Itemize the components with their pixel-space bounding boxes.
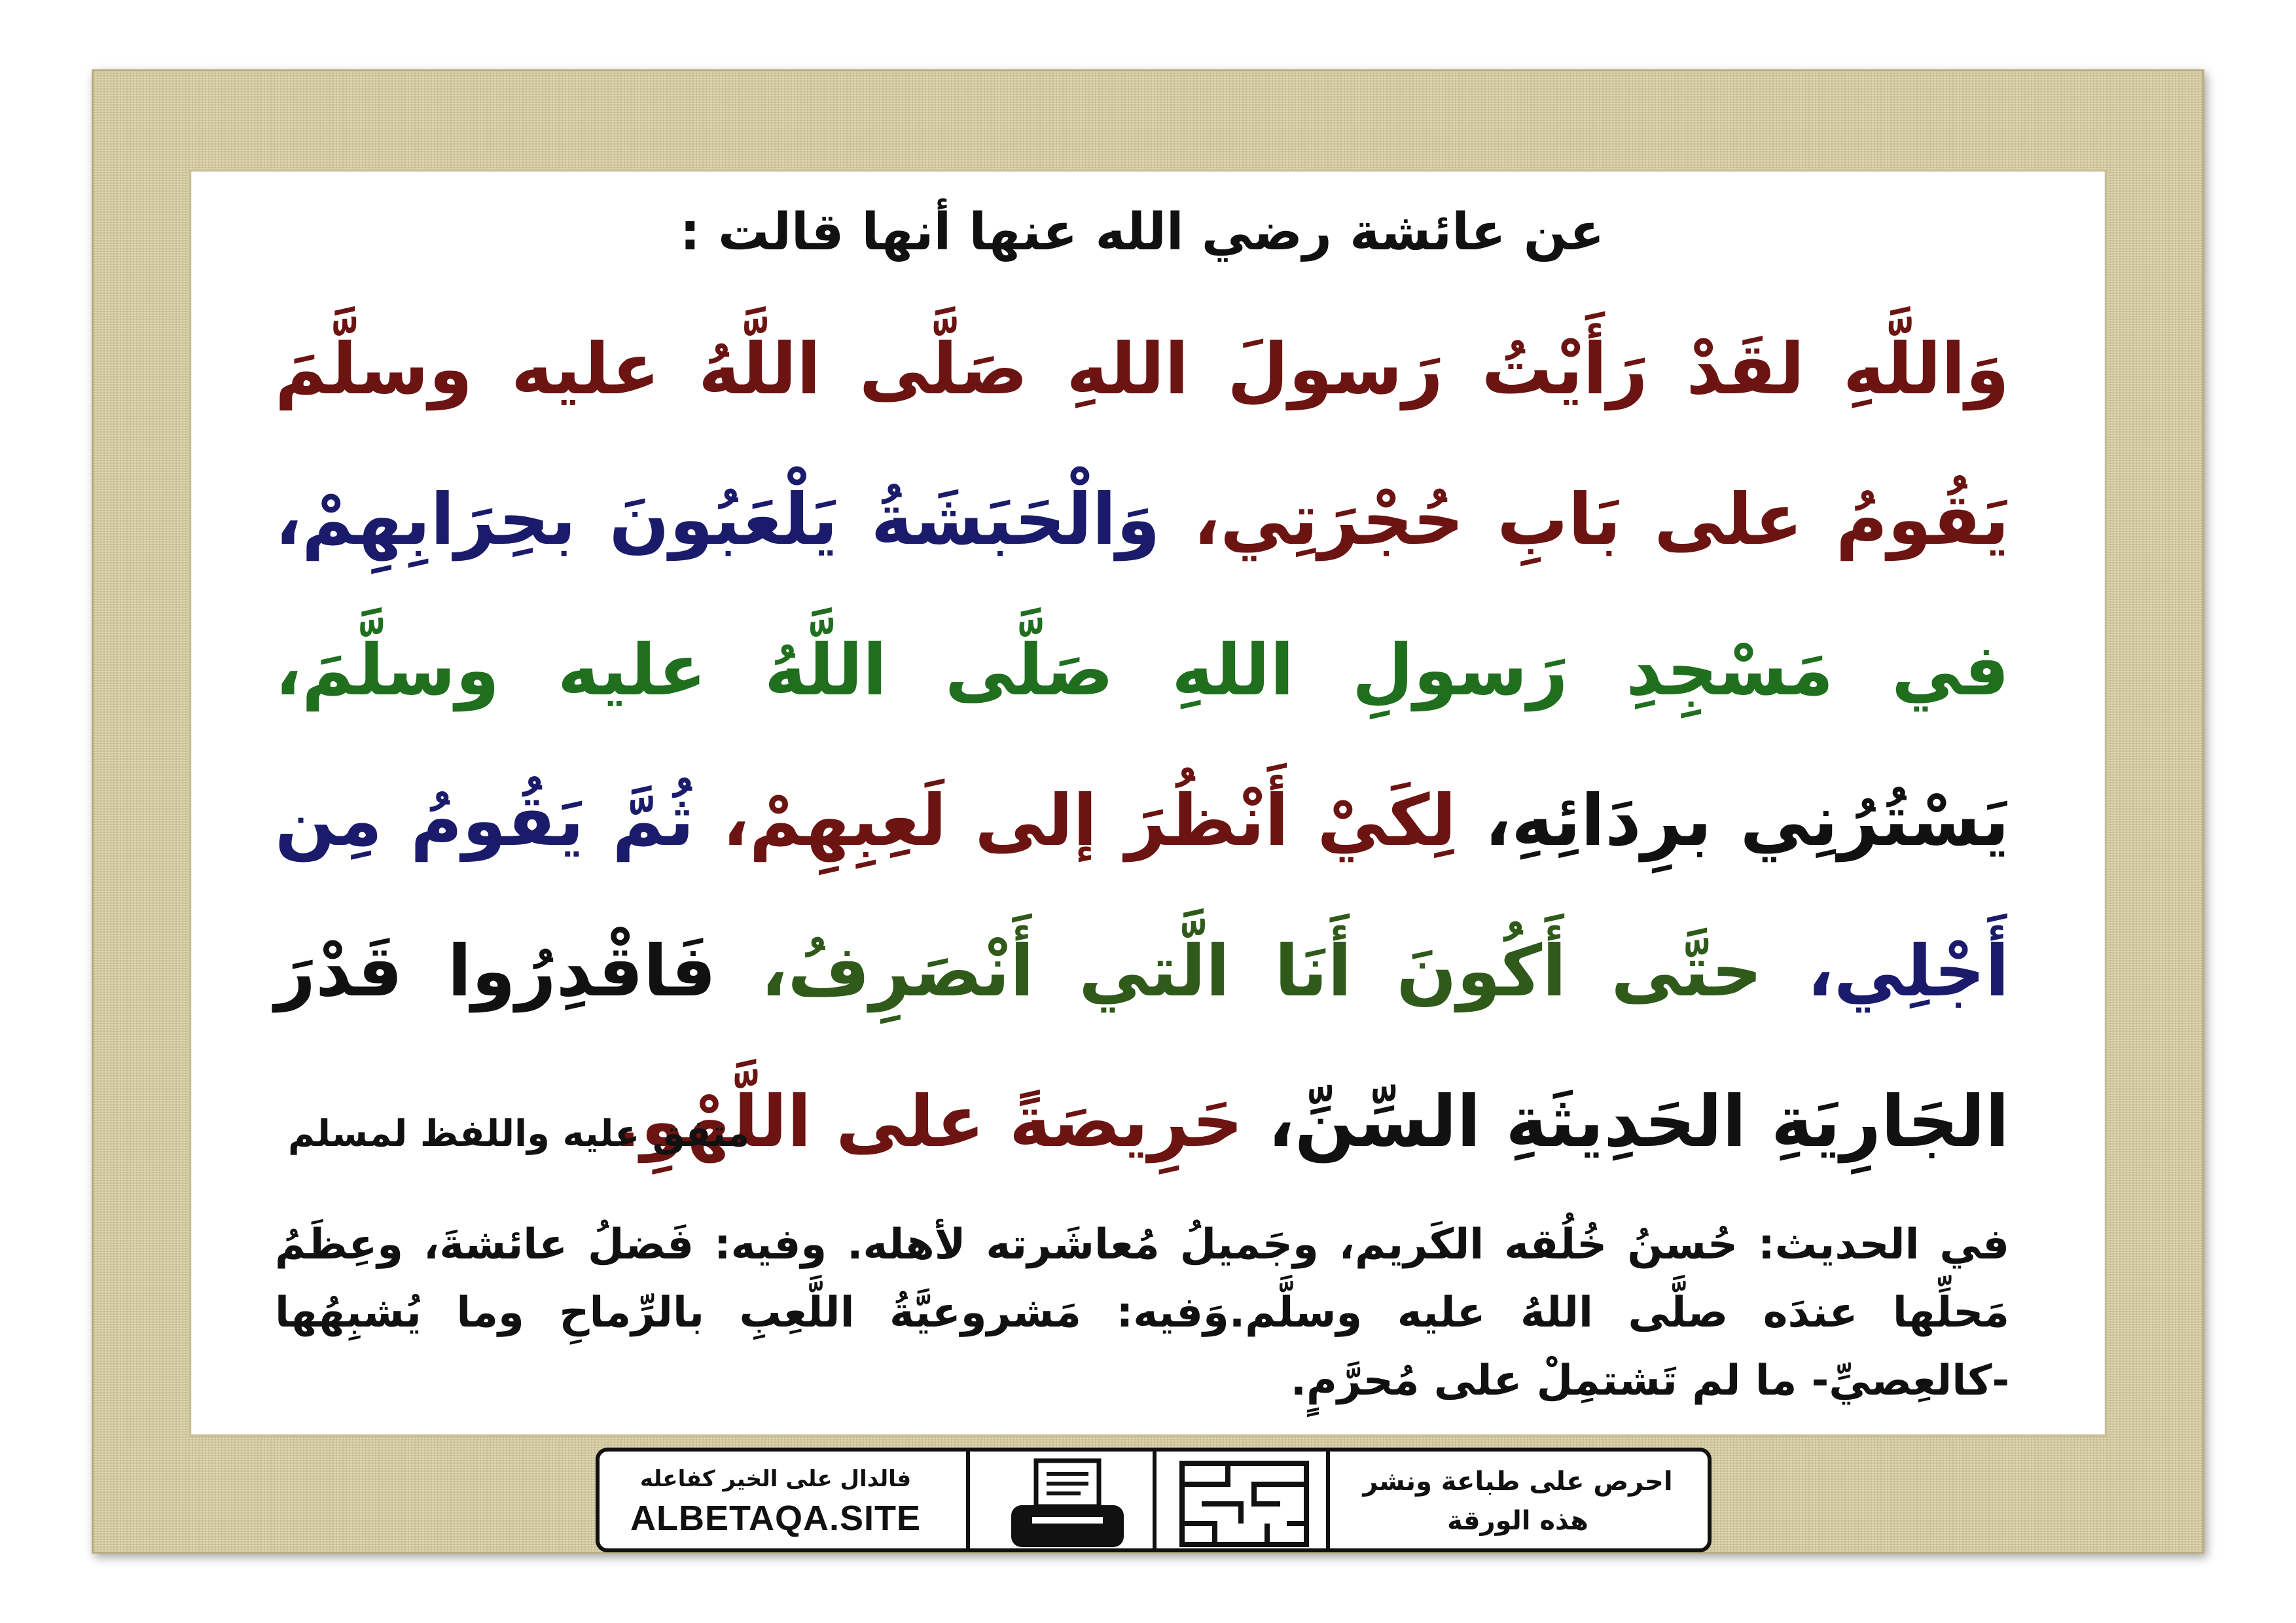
hadith-segment: وَالْحَبَشَةُ يَلْعَبُونَ بحِرَابِهِمْ، [275, 479, 1194, 561]
footer-divider [1153, 1448, 1157, 1552]
commentary-paragraph: في الحديث: حُسنُ خُلُقه الكَريم، وجَميلُ مُعاشَرته لأهله. وفيه: فَضلُ عائشةَ، وعِظَمُ مَحلِّها عندَه صلَّى اللهُ عليه وسلَّم.وَفيه: مَشروعيَّةُ اللَّعِبِ بالرِّماحِ وما يُشبِهُها -كالعِصيِّ- ما لم تَشتمِلْ على مُحرَّمٍ. [275, 1221, 2009, 1405]
hadith-segment: يَسْتُرُنِي برِدَائِهِ، [1484, 780, 2009, 862]
hadith-segment: حتَّى أَكُونَ أَنَا الَّتي أَنْصَرِفُ، [761, 931, 1807, 1012]
intro-line: عن عائشة رضي الله عنها أنها قالت : [679, 203, 1605, 262]
footer-divider [1326, 1448, 1330, 1552]
printer-icon [1002, 1454, 1133, 1552]
footer-website-block [615, 1461, 936, 1542]
hadith-segment: وَاللَّهِ لقَدْ رَأَيْتُ رَسولَ اللهِ صَلَّى اللَّهُ عليه وسلَّمَ يَقُومُ على بَابِ حُجْرَتِي، [275, 329, 2009, 561]
footer-print-request: احرص على طباعة ونشر هذه الورقة [1363, 1467, 1673, 1536]
hadith-body [275, 294, 2009, 1198]
hadith-segment: فَاقْدِرُوا قَدْرَ الجَارِيَةِ الحَدِيثَةِ السِّنِّ، [275, 931, 2009, 1163]
hadith-segment: لِكَيْ أَنْظُرَ إلى لَعِبِهِمْ، [722, 780, 1485, 862]
footer-divider [966, 1448, 970, 1552]
footer-slogan: فالدال على الخير كفاعله [639, 1466, 912, 1492]
hadith-text-area [275, 196, 2009, 1198]
dawat-al-waraqa-logo-icon [1175, 1458, 1313, 1550]
footer-bar [596, 1448, 1712, 1552]
hadith-segment: ثُمَّ يَقُومُ مِن أَجْلِي، [275, 780, 2010, 1012]
source-attribution: متفق عليه واللفظ لمسلم [288, 1113, 750, 1155]
hadith-segment: حَرِيصَةً على اللَّهْوِ. [613, 1081, 1268, 1163]
hadith-segment: في مَسْجِدِ رَسولِ اللهِ صَلَّى اللَّهُ عليه وسلَّمَ، [275, 630, 2009, 711]
footer-website-link[interactable]: ALBETAQA.SITE [630, 1499, 921, 1538]
